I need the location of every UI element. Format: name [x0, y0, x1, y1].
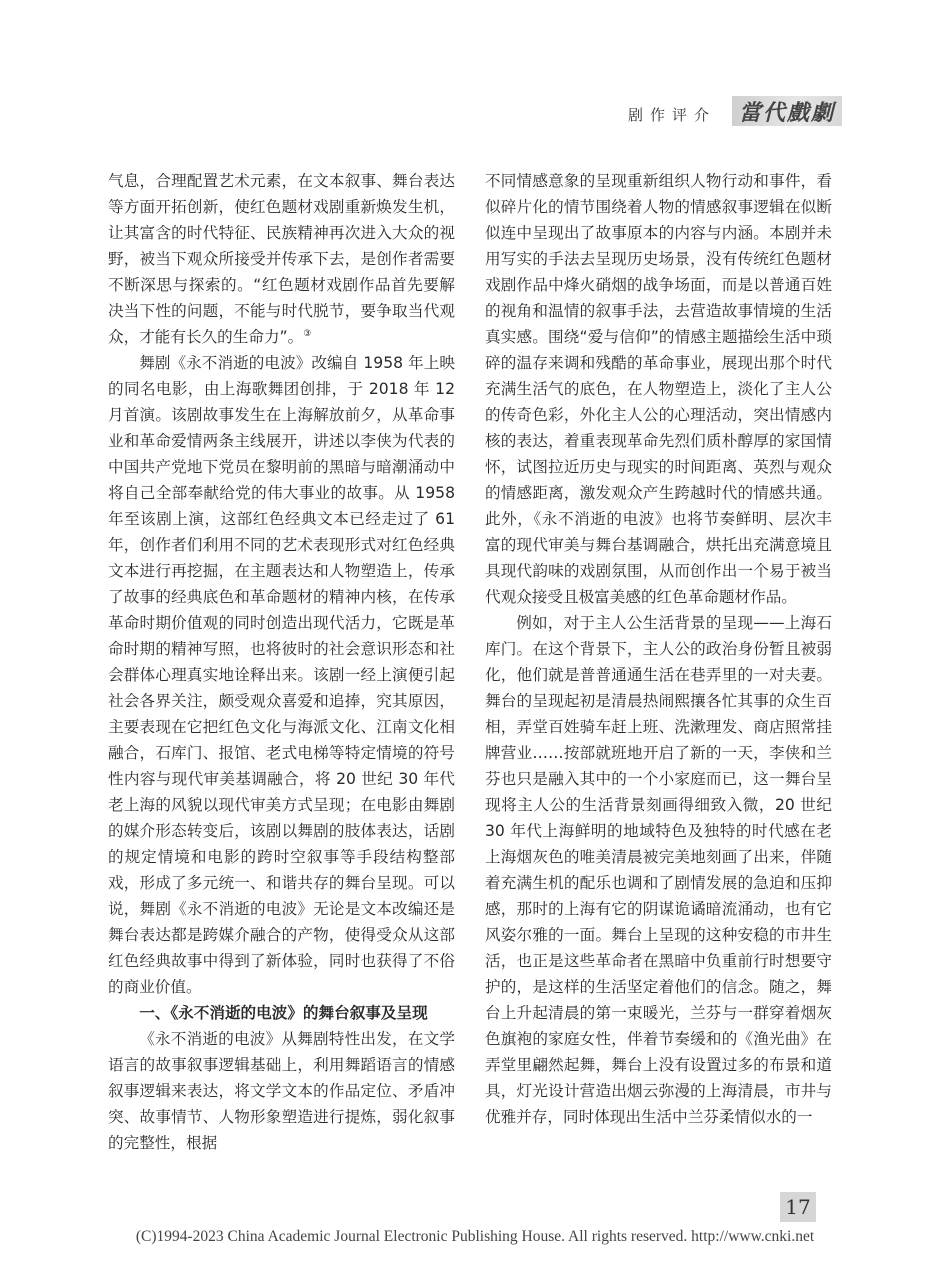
- right-column: [485, 168, 832, 1130]
- journal-logo: 當代戲劇: [732, 96, 842, 126]
- left-column: [108, 168, 455, 1156]
- right-paragraph-1: 不同情感意象的呈现重新组织人物行动和事件，看似碎片化的情节围绕着人物的情感叙事逻辑在似断似连中呈现出了故事原本的内容与内涵。本剧并未用写实的手法去呈现历史场景，没有传统红色题材戏剧作品中烽火硝烟的战争场面，而是以普通百姓的视角和温情的叙事手法，去营造故事情境的生活真实感。围绕“爱与信仰”的情感主题描绘生活中琐碎的温存来调和残酷的革命事业，展现出那个时代充满生活气的底色，在人物塑造上，淡化了主人公的传奇色彩，外化主人公的心理活动，突出情感内核的表达，着重表现革命先烈们质朴醇厚的家国情怀，试图拉近历史与现实的时间距离、英烈与观众的情感距离，激发观众产生跨越时代的情感共通。此外，《永不消逝的电波》也将节奏鲜明、层次丰富的现代审美与舞台基调融合，烘托出充满意境且具现代韵味的戏剧氛围，从而创作出一个易于被当代观众接受且极富美感的红色革命题材作品。: [485, 172, 832, 606]
- left-paragraph-3: 《永不消逝的电波》从舞剧特性出发，在文学语言的故事叙事逻辑基础上，利用舞蹈语言的情感叙事逻辑来表达，将文学文本的作品定位、矛盾冲突、故事情节、人物形象塑造进行提炼，弱化叙事的完整性，根据: [108, 1030, 455, 1152]
- section-heading: 一、《永不消逝的电波》的舞台叙事及呈现: [139, 1004, 428, 1022]
- footnote-marker: ③: [303, 328, 312, 339]
- left-paragraph-1: 气息，合理配置艺术元素，在文本叙事、舞台表达等方面开拓创新，使红色题材戏剧重新焕发生机，让其富含的时代特征、民族精神再次进入大众的视野，被当下观众所接受并传承下去，是创作者需要不断深思与探索的。“红色题材戏剧作品首先要解决当下性的问题，不能与时代脱节，要争取当代观众，才能有长久的生命力”。③: [108, 172, 455, 346]
- page-header: [0, 0, 950, 140]
- copyright-footer: (C)1994-2023 China Academic Journal Electronic Publishing House. All rights reserved. http://www.cnki.net: [135, 1228, 815, 1245]
- left-paragraph-2: 舞剧《永不消逝的电波》改编自 1958 年上映的同名电影，由上海歌舞团创排，于 2018 年 12 月首演。该剧故事发生在上海解放前夕，从革命事业和革命爱情两条主线展开，讲述以李侠为代表的中国共产党地下党员在黎明前的黑暗与暗潮涌动中将自己全部奉献给党的伟大事业的故事。从 1958 年至该剧上演，这部红色经典文本已经走过了 61 年，创作者们利用不同的艺术表现形式对红色经典文本进行再挖掘，在主题表达和人物塑造上，传承了故事的经典底色和革命题材的精神内核，在传承革命时期价值观的同时创造出现代活力，它既是革命时期的精神写照，也将彼时的社会意识形态和社会群体心理真实地诠释出来。该剧一经上演便引起社会各界关注，颇受观众喜爱和追捧，究其原因，主要表现在它把红色文化与海派文化、江南文化相融合，石库门、报馆、老式电梯等特定情境的符号性内容与现代审美基调融合，将 20 世纪 30 年代老上海的风貌以现代审美方式呈现；在电影由舞剧的媒介形态转变后，该剧以舞剧的肢体表达，话剧的规定情境和电影的跨时空叙事等手段结构整部戏，形成了多元统一、和谐共存的舞台呈现。可以说，舞剧《永不消逝的电波》无论是文本改编还是舞台表达都是跨媒介融合的产物，使得受众从这部红色经典故事中得到了新体验，同时也获得了不俗的商业价值。: [108, 354, 455, 996]
- section-label: 剧作评介: [628, 106, 717, 124]
- page-number: 17: [780, 1192, 816, 1222]
- right-paragraph-2: 例如，对于主人公生活背景的呈现——上海石库门。在这个背景下，主人公的政治身份暂且被弱化，他们就是普普通通生活在巷弄里的一对夫妻。舞台的呈现起初是清晨热闹熙攘各忙其事的众生百相，弄堂百姓骑车赶上班、洗漱理发、商店照常挂牌营业……按部就班地开启了新的一天，李侠和兰芬也只是融入其中的一个小家庭而已，这一舞台呈现将主人公的生活背景刻画得细致入微，20 世纪 30 年代上海鲜明的地域特色及独特的时代感在老上海烟灰色的唯美清晨被完美地刻画了出来，伴随着充满生机的配乐也调和了剧情发展的急迫和压抑感，那时的上海有它的阴谋诡谲暗流涌动，也有它风姿尔雅的一面。舞台上呈现的这种安稳的市井生活，也正是这些革命者在黑暗中负重前行时想要守护的，是这样的生活坚定着他们的信念。随之，舞台上升起清晨的第一束暖光，兰芬与一群穿着烟灰色旗袍的家庭女性，伴着节奏缓和的《渔光曲》在弄堂里翩然起舞，舞台上没有设置过多的布景和道具，灯光设计营造出烟云弥漫的上海清晨，市井与优雅并存，同时体现出生活中兰芬柔情似水的一: [485, 614, 832, 1126]
